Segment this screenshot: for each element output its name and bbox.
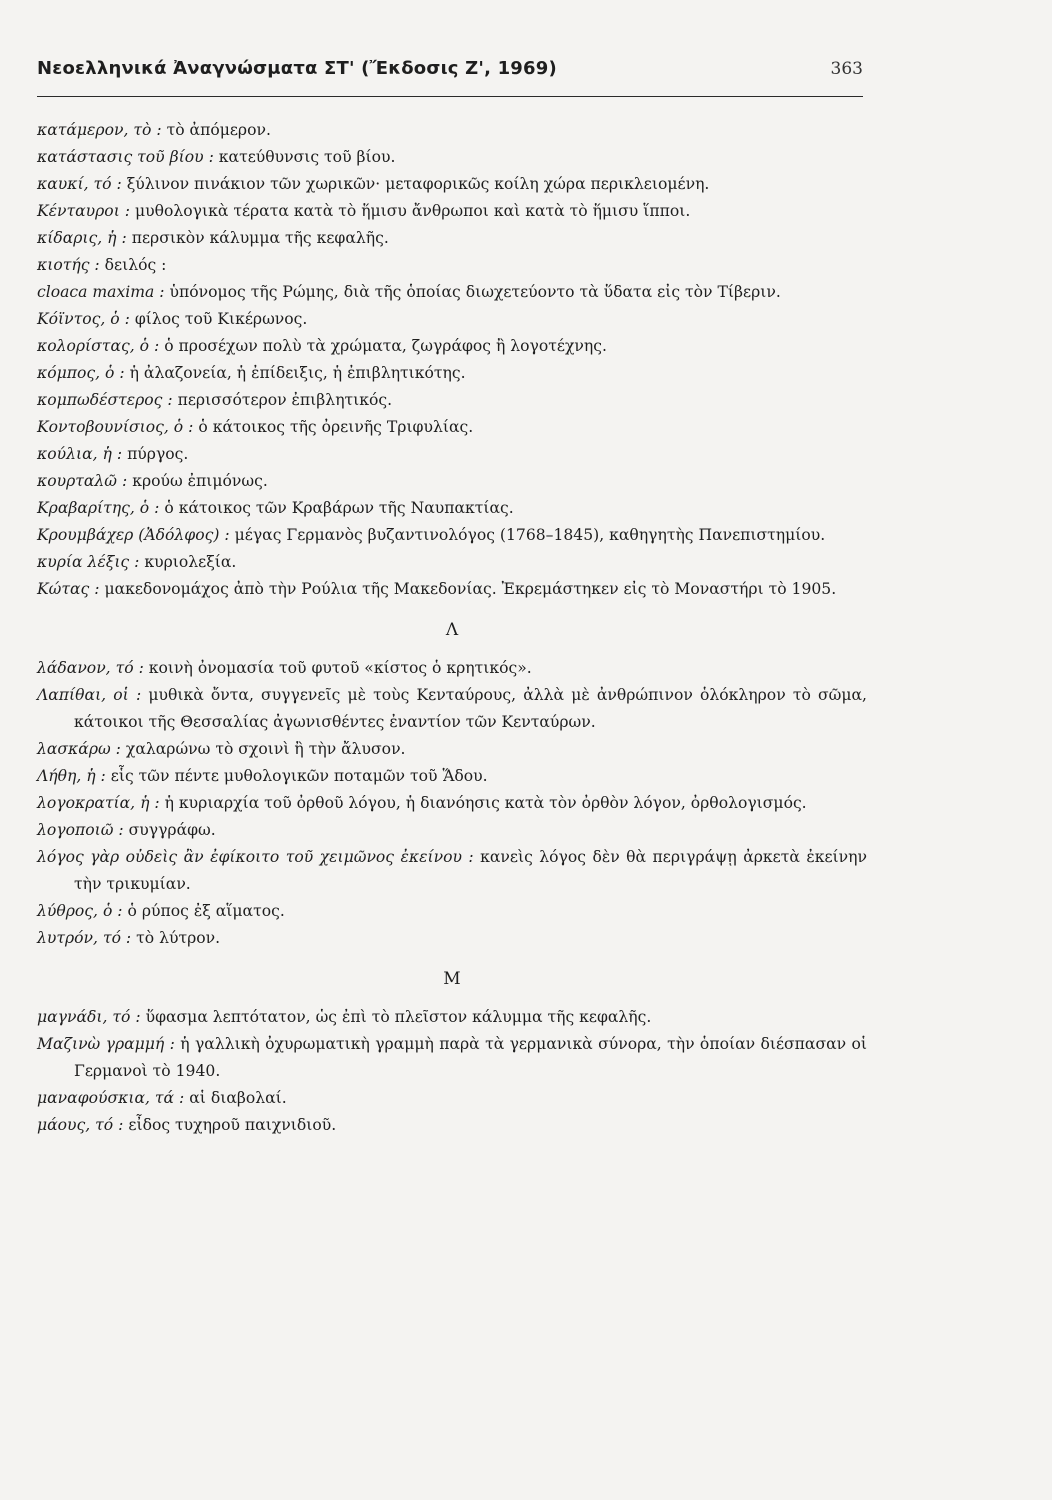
entry-definition: ὁ ρύπος ἐξ αἵματος. xyxy=(127,902,285,920)
entry-lemma: Λήθη, ἡ : xyxy=(37,767,106,785)
glossary-entry xyxy=(37,360,867,387)
entry-lemma: λύθρος, ὁ : xyxy=(37,902,123,920)
glossary-entry xyxy=(37,252,867,279)
glossary-entry xyxy=(37,414,867,441)
entry-definition: περσικὸν κάλυμμα τῆς κεφαλῆς. xyxy=(131,229,389,247)
glossary-entry xyxy=(37,898,867,925)
entry-lemma: κολορίστας, ὁ : xyxy=(37,337,160,355)
glossary-entry xyxy=(37,763,867,790)
glossary-entry xyxy=(37,198,867,225)
section-letter: Λ xyxy=(445,620,459,640)
entry-lemma: λόγος γὰρ οὐδεὶς ἂν ἐφίκοιτο τοῦ χειμῶνος ἐκείνου : xyxy=(37,848,474,866)
entry-definition: χαλαρώνω τὸ σχοινὶ ἢ τὴν ἄλυσον. xyxy=(125,740,406,758)
header-rule xyxy=(37,96,863,97)
entry-definition: τὸ ἀπόμερον. xyxy=(166,121,271,139)
entry-lemma: μαναφούσκια, τά : xyxy=(37,1089,185,1107)
glossary-entry xyxy=(37,549,867,576)
entry-definition: ὑπόνομος τῆς Ρώμης, διὰ τῆς ὁποίας διωχετεύοντο τὰ ὕδατα εἰς τὸν Τίβεριν. xyxy=(169,283,781,301)
glossary-entry xyxy=(37,844,867,898)
entry-lemma: κίδαρις, ἡ : xyxy=(37,229,127,247)
entry-lemma: Κοντοβουνίσιος, ὁ : xyxy=(37,418,194,436)
entry-lemma: κόμπος, ὁ : xyxy=(37,364,125,382)
entry-definition: μυθολογικὰ τέρατα κατὰ τὸ ἥμισυ ἄνθρωποι καὶ κατὰ τὸ ἥμισυ ἵπποι. xyxy=(134,202,691,220)
entry-definition: αἱ διαβολαί. xyxy=(189,1089,287,1107)
entry-lemma: κυρία λέξις : xyxy=(37,553,140,571)
entry-definition: ὁ προσέχων πολὺ τὰ χρώματα, ζωγράφος ἢ λογοτέχνης. xyxy=(164,337,607,355)
entry-definition: ἡ ἀλαζονεία, ἡ ἐπίδειξις, ἡ ἐπιβλητικότης. xyxy=(129,364,466,382)
entry-lemma: Μαζινὼ γραμμή : xyxy=(37,1035,175,1053)
glossary-entry xyxy=(37,576,867,603)
entry-definition: κρούω ἐπιμόνως. xyxy=(132,472,268,490)
entry-definition: περισσότερον ἐπιβλητικός. xyxy=(177,391,393,409)
entry-lemma: καυκί, τό : xyxy=(37,175,122,193)
running-header xyxy=(37,58,863,79)
entry-definition: ὁ κάτοικος τῶν Κραβάρων τῆς Ναυπακτίας. xyxy=(164,499,514,517)
glossary-entry xyxy=(37,522,867,549)
entry-lemma: Λαπίθαι, οἱ : xyxy=(37,686,142,704)
glossary-entry xyxy=(37,441,867,468)
entry-definition: ἡ γαλλικὴ ὀχυρωματικὴ γραμμὴ παρὰ τὰ γερμανικὰ σύνορα, τὴν ὁποίαν διέσπασαν οἱ Γερμανοὶ τὸ 1940. xyxy=(74,1035,867,1080)
glossary-entry xyxy=(37,790,867,817)
entry-lemma: κουρταλῶ : xyxy=(37,472,128,490)
entry-lemma: λάδανον, τό : xyxy=(37,659,144,677)
entry-lemma: λογοκρατία, ἡ : xyxy=(37,794,160,812)
entry-definition: εἶδος τυχηροῦ παιχνιδιοῦ. xyxy=(128,1116,337,1134)
entry-lemma: λογοποιῶ : xyxy=(37,821,124,839)
header-title: Νεοελληνικά Ἀναγνώσματα ΣΤ' (Ἔκδοσις Ζ', 1969) xyxy=(37,58,557,79)
entry-lemma: cloaca maxima : xyxy=(37,283,165,301)
glossary-entry xyxy=(37,333,867,360)
page-number: 363 xyxy=(830,59,863,79)
entry-lemma: Κρουμβάχερ (Ἀδόλφος) : xyxy=(37,526,230,544)
glossary-entry xyxy=(37,1112,867,1139)
entry-definition: κανεὶς λόγος δὲν θὰ περιγράψῃ ἀρκετὰ ἐκείνην τὴν τρικυμίαν. xyxy=(74,848,867,893)
entry-lemma: κούλια, ἡ : xyxy=(37,445,123,463)
entry-definition: ὕφασμα λεπτότατον, ὡς ἐπὶ τὸ πλεῖστον κάλυμμα τῆς κεφαλῆς. xyxy=(145,1008,652,1026)
entry-lemma: λυτρόν, τό : xyxy=(37,929,132,947)
entry-definition: ἡ κυριαρχία τοῦ ὀρθοῦ λόγου, ἡ διανόησις κατὰ τὸν ὀρθὸν λόγον, ὀρθολογισμός. xyxy=(164,794,807,812)
entry-lemma: Κώτας : xyxy=(37,580,100,598)
glossary-entry xyxy=(37,655,867,682)
glossary-entry xyxy=(37,225,867,252)
entry-lemma: λασκάρω : xyxy=(37,740,121,758)
glossary-entry xyxy=(37,171,867,198)
entry-definition: μέγας Γερμανὸς βυζαντινολόγος (1768–1845), καθηγητὴς Πανεπιστημίου. xyxy=(234,526,826,544)
glossary-entry xyxy=(37,1085,867,1112)
entry-lemma: Κένταυροι : xyxy=(37,202,131,220)
entry-lemma: κομπωδέστερος : xyxy=(37,391,173,409)
entry-lemma: κατάμερον, τὸ : xyxy=(37,121,162,139)
glossary-entry xyxy=(37,117,867,144)
glossary-entry xyxy=(37,306,867,333)
glossary-entry xyxy=(37,736,867,763)
entry-definition: συγγράφω. xyxy=(128,821,216,839)
entry-definition: εἷς τῶν πέντε μυθολογικῶν ποταμῶν τοῦ Ἅδου. xyxy=(110,767,488,785)
glossary-entry xyxy=(37,925,867,952)
entry-definition: φίλος τοῦ Κικέρωνος. xyxy=(134,310,308,328)
entry-lemma: Κραβαρίτης, ὁ : xyxy=(37,499,160,517)
glossary-entry xyxy=(37,495,867,522)
entry-definition: τὸ λύτρον. xyxy=(136,929,221,947)
glossary-entry xyxy=(37,279,867,306)
entry-definition: ὁ κάτοικος τῆς ὀρεινῆς Τριφυλίας. xyxy=(198,418,474,436)
entry-lemma: μαγνάδι, τό : xyxy=(37,1008,141,1026)
entry-definition: πύργος. xyxy=(127,445,189,463)
glossary-body xyxy=(37,117,867,1139)
entry-definition: κατεύθυνσις τοῦ βίου. xyxy=(218,148,396,166)
entry-lemma: κατάστασις τοῦ βίου : xyxy=(37,148,214,166)
entry-definition: κοινὴ ὀνομασία τοῦ φυτοῦ «κίστος ὁ κρητικός». xyxy=(148,659,532,677)
glossary-entry xyxy=(37,144,867,171)
glossary-entry xyxy=(37,817,867,844)
glossary-entry xyxy=(37,682,867,736)
glossary-entry xyxy=(37,468,867,495)
entry-definition: δειλός : xyxy=(104,256,167,274)
section-letter: Μ xyxy=(443,969,461,989)
glossary-entry xyxy=(37,1004,867,1031)
entry-definition: μυθικὰ ὄντα, συγγενεῖς μὲ τοὺς Κενταύρους, ἀλλὰ μὲ ἀνθρώπινον ὁλόκληρον τὸ σῶμα, κάτοικοι τῆς Θεσσαλίας ἀγωνισθέντες ἐναντίον τῶν Κενταύρων. xyxy=(74,686,867,731)
entry-definition: μακεδονομάχος ἀπὸ τὴν Ρούλια τῆς Μακεδονίας. Ἐκρεμάστηκεν εἰς τὸ Μοναστήρι τὸ 1905. xyxy=(104,580,837,598)
entry-definition: ξύλινον πινάκιον τῶν χωρικῶν· μεταφορικῶς κοίλη χώρα περικλειομένη. xyxy=(126,175,710,193)
entry-lemma: μάους, τό : xyxy=(37,1116,124,1134)
entry-lemma: κιοτής : xyxy=(37,256,100,274)
glossary-entry xyxy=(37,1031,867,1085)
entry-definition: κυριολεξία. xyxy=(144,553,237,571)
entry-lemma: Κόϊντος, ὁ : xyxy=(37,310,130,328)
glossary-entry xyxy=(37,387,867,414)
